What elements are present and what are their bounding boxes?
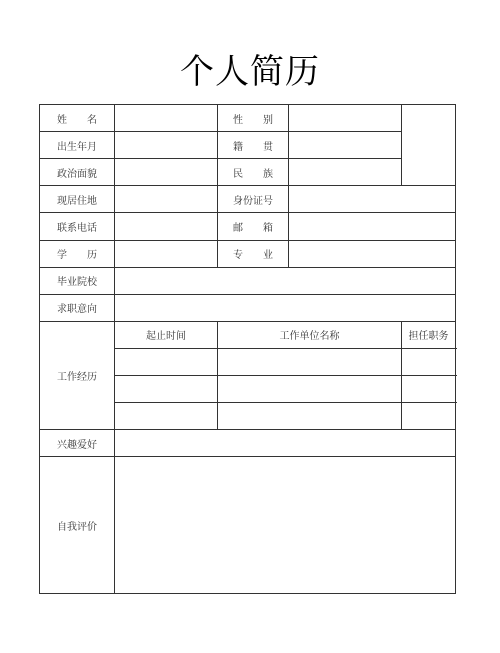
- work-position-cell[interactable]: [402, 403, 456, 430]
- name-field[interactable]: [115, 105, 218, 132]
- education-field[interactable]: [115, 240, 218, 267]
- work-employer-cell[interactable]: [218, 348, 402, 375]
- native-place-field[interactable]: [289, 132, 402, 159]
- label-gender: 性 别: [218, 105, 289, 132]
- label-job-intention: 求职意向: [40, 294, 115, 321]
- work-period-cell[interactable]: [115, 403, 218, 430]
- work-period-cell[interactable]: [115, 348, 218, 375]
- label-work-experience: 工作经历: [40, 321, 115, 429]
- work-period-cell[interactable]: [115, 376, 218, 403]
- work-position-cell[interactable]: [402, 348, 456, 375]
- current-address-field[interactable]: [115, 186, 218, 213]
- label-phone: 联系电话: [40, 213, 115, 240]
- work-employer-cell[interactable]: [218, 376, 402, 403]
- major-field[interactable]: [289, 240, 456, 267]
- school-field[interactable]: [115, 267, 456, 294]
- work-col-period: 起止时间: [115, 321, 218, 348]
- label-hobbies: 兴趣爱好: [40, 430, 115, 457]
- label-name: 姓 名: [40, 105, 115, 132]
- ethnicity-field[interactable]: [289, 159, 402, 186]
- work-position-cell[interactable]: [402, 376, 456, 403]
- work-employer-cell[interactable]: [218, 403, 402, 430]
- work-col-employer: 工作单位名称: [218, 321, 402, 348]
- label-political-status: 政治面貌: [40, 159, 115, 186]
- id-number-field[interactable]: [289, 186, 456, 213]
- label-birth: 出生年月: [40, 132, 115, 159]
- birth-field[interactable]: [115, 132, 218, 159]
- page-title: 个人简历: [180, 52, 320, 92]
- label-email: 邮 箱: [218, 213, 289, 240]
- work-col-position: 担任职务: [402, 321, 456, 348]
- label-id-number: 身份证号: [218, 186, 289, 213]
- hobbies-field[interactable]: [115, 430, 456, 457]
- label-major: 专 业: [218, 240, 289, 267]
- political-status-field[interactable]: [115, 159, 218, 186]
- label-school: 毕业院校: [40, 267, 115, 294]
- label-current-address: 现居住地: [40, 186, 115, 213]
- self-evaluation-field[interactable]: [115, 457, 456, 594]
- photo-cell[interactable]: [402, 105, 456, 186]
- label-self-evaluation: 自我评价: [40, 457, 115, 594]
- job-intention-field[interactable]: [115, 294, 456, 321]
- phone-field[interactable]: [115, 213, 218, 240]
- label-education: 学 历: [40, 240, 115, 267]
- gender-field[interactable]: [289, 105, 402, 132]
- resume-form: [39, 104, 456, 594]
- label-native-place: 籍 贯: [218, 132, 289, 159]
- label-ethnicity: 民 族: [218, 159, 289, 186]
- email-field[interactable]: [289, 213, 456, 240]
